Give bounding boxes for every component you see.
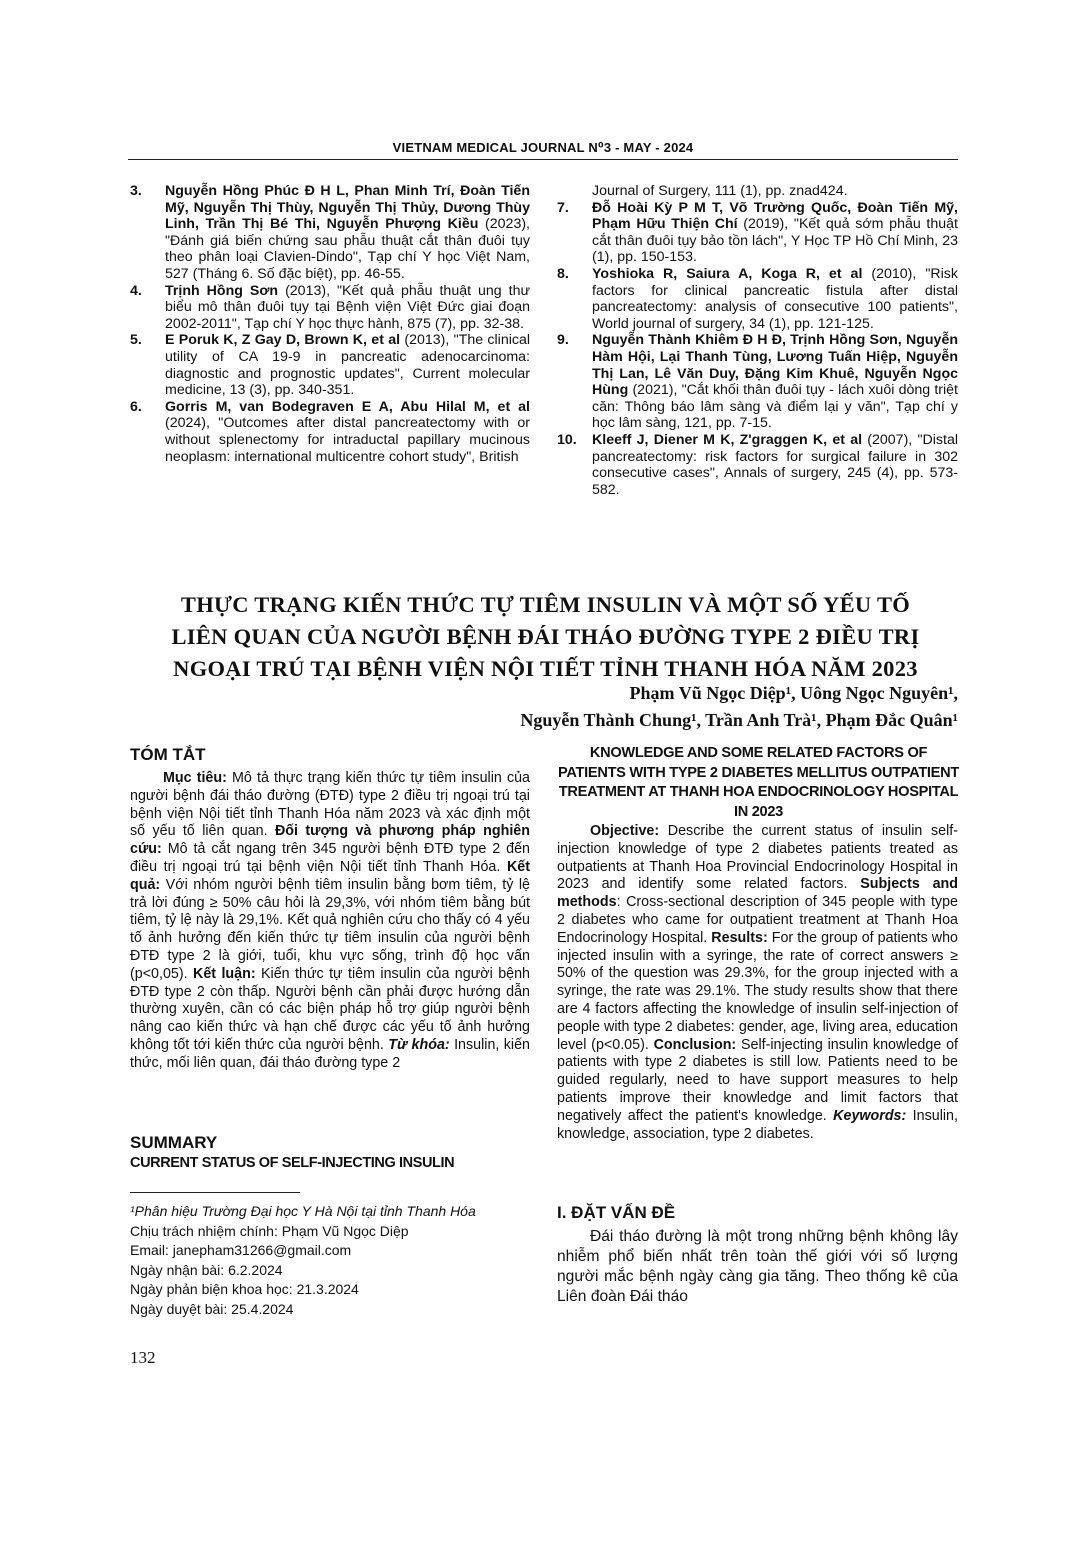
reference-number: 8. [557,265,569,282]
reference-authors: E Poruk K, Z Gay D, Brown K, et al [165,332,401,349]
reference-details: (2013), "Kết quả phẫu thuật ung thư biểu mô thân đuôi tụy tại Bệnh viện Việt Đức giai đoạn 2002-2011", Tạp chí Y học thực hành, 875 (7), pp. 32-38. [165,282,530,332]
footnote-responsible: Chịu trách nhiệm chính: Phạm Vũ Ngọc Diệp [130,1222,409,1239]
reference-details: (2023), "Đánh giá biến chứng sau phẫu thuật cắt thân đuôi tụy theo phân loại Clavien-Dindo", Tạp chí Y học Việt Nam, 527 (Tháng 6. Số đặc biệt), pp. 46-55. [165,216,530,282]
label-ket-luan: Kết luận: [193,965,256,982]
abstract-en-body [557,823,958,1143]
text-methods: : Cross-sectional description of 345 people with type 2 diabetes who came for outpatient treatment at Thanh Hoa Endocrinology Hospital. [557,894,958,946]
intro-paragraph: Đái tháo đường là một trong những bệnh không lây nhiễm phổ biến nhất trên toàn thế giới với số lượng người mắc bệnh ngày càng gia tăng. Theo thống kê của Liên đoàn Đái tháo [557,1228,958,1305]
reference-item [557,432,958,498]
reference-details: (2021), "Cắt khối thân đuôi tụy - lách xuôi dòng triệt căn: Thông báo lâm sàng và điểm lại y văn", Tạp chí y học lâm sàng, 121, pp. 7-15. [592,382,958,432]
page-number: 132 [130,1348,156,1367]
title-line: THỰC TRẠNG KIẾN THỨC TỰ TIÊM INSULIN VÀ MỘT SỐ YẾU TỐ [180,592,911,617]
reference-item [130,332,530,398]
reference-number: 3. [130,183,142,199]
journal-header: VIETNAM MEDICAL JOURNAL N⁰3 - MAY - 2024 [392,140,694,155]
label-objective: Objective: [590,823,660,839]
footnote-affiliation: ¹Phân hiệu Trường Đại học Y Hà Nội tại tỉnh Thanh Hóa [130,1203,476,1219]
reference-details: (2007), "Distal pancreatectomy: risk factors for surgical failure in 302 consecutive cases", Annals of surgery, 245 (4), pp. 573-582. [592,431,958,498]
reference-item [557,332,958,432]
text-objective: Describe the current status of insulin self-injection knowledge of type 2 diabetes patients treated as outpatients at Thanh Hoa Provincial Endocrinology Hospital in 2023 and identify some related factors. [557,823,958,893]
footnote-reviewed: Ngày phản biện khoa học: 21.3.2024 [130,1281,359,1298]
title-line: NGOẠI TRÚ TẠI BỆNH VIỆN NỘI TIẾT TỈNH THANH HÓA NĂM 2023 [173,656,918,681]
reference-details: (2010), "Risk factors for clinical pancreatic fistula after distal pancreatectomy: analysis of consecutive 100 patients", World journal of surgery, 34 (1), pp. 121-125. [592,265,958,332]
abstract-vi-body [130,770,530,1073]
reference-number: 4. [130,282,142,299]
abstract-vi-heading: TÓM TẮT [130,745,206,764]
text-conclusion: Self-injecting insulin knowledge of patients with type 2 diabetes is still low. Patients need to be guided regularly, need to have support measures to help patients improve their knowledge and limit factors that negatively affect the patient's knowledge. [557,1036,958,1124]
reference-item [130,283,530,333]
text-results: For the group of patients who injected insulin with a syringe, the rate of correct answers ≥ 50% of the question was 29.3%, for the group injected with a syringe, the rate was 29.1%. The study results show that there are 4 factors affecting the knowledge of insulin self-injection of people with type 2 diabetes: gender, age, living area, education level (p<0.05). [557,929,958,1053]
text-doi-tuong: Mô tả cắt ngang trên 345 người bệnh ĐTĐ type 2 đến điều trị ngoại trú tại bệnh viện Nội tiết tỉnh Thanh Hóa. [130,841,530,875]
intro-heading: I. ĐẶT VẤN ĐỀ [557,1203,676,1222]
footnote-accepted: Ngày duyệt bài: 25.4.2024 [130,1300,294,1317]
summary-heading: SUMMARY [130,1133,218,1152]
reference-details: (2019), "Kết quả sớm phẫu thuật cắt thân đuôi tụy bảo tồn lách", Y Học TP Hồ Chí Minh, 23 (1), pp. 150-153. [592,216,958,266]
text-tu-khoa: Insulin, kiến thức, mối liên quan, đái tháo đường type 2 [130,1036,530,1071]
reference-number: 10. [557,431,577,448]
footnote-email: Email: janepham31266@gmail.com [130,1242,352,1259]
footnote [130,1202,540,1320]
authors-line: Nguyễn Thành Chung¹, Trần Anh Trà¹, Phạm Đắc Quân¹ [520,710,958,730]
title-line: LIÊN QUAN CỦA NGƯỜI BỆNH ĐÁI THÁO ĐƯỜNG TYPE 2 ĐIỀU TRỊ [171,624,920,649]
text-ket-luan: Kiến thức tự tiêm insulin của người bệnh ĐTĐ type 2 còn thấp. Người bệnh cần phải được hướng dẫn thường xuyên, cần có các biện pháp hỗ trợ giúp người bệnh nâng cao kiến thức và hạn chế được các yếu tố ảnh hưởng không tốt tới kiến thức của người bệnh. [130,965,531,1053]
label-ket-qua: Kết quả: [130,858,530,893]
reference-details: (2024), "Outcomes after distal pancreatectomy with or without splenectomy for intraductal papillary mucinous neoplasm: international multicentre cohort study", British [165,415,530,465]
references-right [557,183,958,498]
reference-number: 9. [557,332,569,349]
reference-continuation: Journal of Surgery, 111 (1), pp. znad424. [592,183,848,199]
reference-number: 7. [557,199,569,216]
authors-line: Phạm Vũ Ngọc Diệp¹, Uông Ngọc Nguyên¹, [629,683,958,703]
reference-authors: Đỗ Hoài Kỳ P M T, Võ Trường Quốc, Đoàn Tiến Mỹ, Phạm Hữu Thiện Chí [592,199,958,233]
text-keywords: Insulin, knowledge, association, type 2 diabetes. [557,1107,958,1142]
reference-authors: Gorris M, van Bodegraven E A, Abu Hilal M, et al [165,398,530,415]
reference-details: (2013), "The clinical utility of CA 19-9 in pancreatic adenocarcinoma: diagnostic and prognostic updates", Current molecular medicine, 13 (3), pp. 340-351. [165,332,530,399]
reference-item [130,399,530,465]
reference-number: 6. [130,398,142,415]
reference-authors: Trịnh Hồng Sơn [165,282,279,299]
label-keywords: Keywords: [833,1107,907,1124]
summary-title-start: CURRENT STATUS OF SELF-INJECTING INSULIN [130,1155,455,1171]
references-left [130,183,530,465]
label-methods: Subjects and methods [557,876,959,911]
label-tu-khoa: Từ khóa: [388,1036,450,1053]
article-title [128,589,963,685]
reference-item [130,183,530,283]
reference-authors: Nguyễn Thành Khiêm Đ H Đ, Trịnh Hồng Sơn, Nguyễn Hàm Hội, Lại Thanh Tùng, Lương Tuấn Hiệp, Nguyễn Thị Lan, Lê Văn Duy, Đặng Kim Khuê, Nguyễn Ngọc Hùng [592,332,958,399]
header-rule [128,159,958,160]
article-authors [330,680,958,734]
reference-number: 5. [130,332,142,349]
reference-authors: Yoshioka R, Saiura A, Koga R, et al [592,265,863,282]
label-conclusion: Conclusion: [653,1036,737,1053]
reference-authors: Nguyễn Hồng Phúc Đ H L, Phan Minh Trí, Đoàn Tiến Mỹ, Nguyễn Thị Thùy, Nguyễn Thị Thủy, Dương Thùy Linh, Trần Thị Bé Thi, Nguyễn Phượng Kiều [165,183,530,233]
intro-body [557,1227,958,1307]
reference-item [557,266,958,332]
label-muc-tieu: Mục tiêu: [163,770,227,786]
reference-item [557,200,958,266]
label-doi-tuong: Đối tượng và phương pháp nghiên cứu: [130,823,530,858]
text-ket-qua: Với nhóm người bệnh tiêm insulin bằng bơm tiêm, tỷ lệ trả lời đúng ≥ 50% câu hỏi là 29,3%, với nhóm tiêm bằng bút tiêm, tỷ lệ này là 29,1%. Kết quả nghiên cứu cho thấy có 4 yếu tố ảnh hưởng đến kiến thức tự tiêm insulin của người bệnh ĐTĐ type 2 là giới, tuổi, khu vực sống, trình độ học vấn (p<0,05). [130,876,530,982]
label-results: Results: [711,929,768,946]
footnote-rule [130,1192,300,1193]
summary-title-cont: KNOWLEDGE AND SOME RELATED FACTORS OF PATIENTS WITH TYPE 2 DIABETES MELLITUS OUTPATIENT TREATMENT AT THANH HOA ENDOCRINOLOGY HOSPITAL IN 2023 [558,745,959,820]
text-muc-tieu: Mô tả thực trạng kiến thức tự tiêm insulin của người bệnh đái tháo đường (ĐTĐ) type 2 điều trị ngoại trú tại bệnh viện Nội tiết tỉnh Thanh Hóa năm 2023 và xác định một số yếu tố liên quan. [130,770,530,840]
reference-authors: Kleeff J, Diener M K, Z'graggen K, et al [592,431,863,448]
footnote-received: Ngày nhận bài: 6.2.2024 [130,1261,283,1278]
